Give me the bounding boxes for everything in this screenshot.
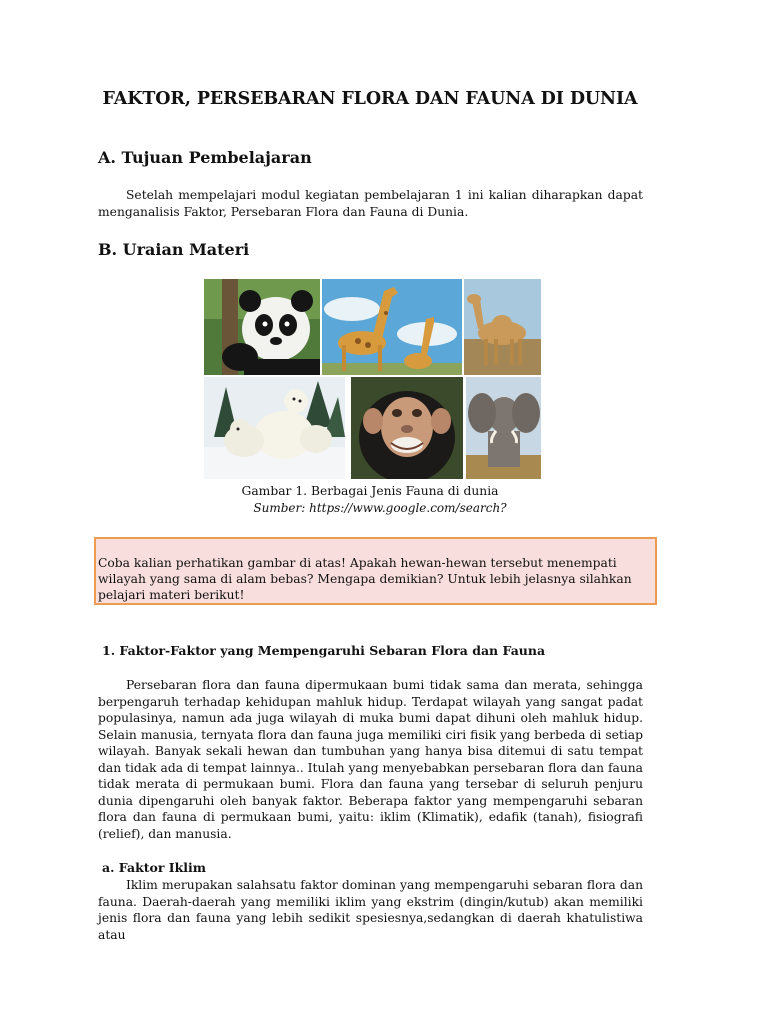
callout-box bbox=[94, 537, 657, 605]
subsection-1-paragraph: Persebaran flora dan fauna dipermukaan bumi tidak sama dan merata, sehingga berpengaruh terhadap kehidupan mahluk hidup. Terdapat wilayah yang sangat padat populasinya, namun ada juga wilayah di muka bumi dapat dihuni oleh mahluk hidup. Selain manusia, ternyata flora dan fauna juga memiliki ciri fisik yang berbeda di setiap wilayah. Banyak sekali hewan dan tumbuhan yang hanya bisa ditemui di satu tempat dan tidak ada di tempat lainnya.. Itulah yang menyebabkan persebaran flora dan fauna tidak merata di permukaan bumi. Flora dan fauna yang tersebar di seluruh penjuru dunia dipengaruhi oleh banyak faktor. Beberapa faktor yang mempengaruhi sebaran flora dan fauna di permukaan bumi, yaitu: iklim (Klimatik), edafik (tanah), fisiografi (relief), dan manusia. bbox=[98, 678, 643, 841]
section-b-heading: B. Uraian Materi bbox=[98, 240, 250, 259]
subsection-a-heading: a. Faktor Iklim bbox=[102, 860, 207, 875]
document-title: FAKTOR, PERSEBARAN FLORA DAN FAUNA DI DUNIA bbox=[102, 89, 638, 109]
camel-photo bbox=[464, 279, 541, 375]
subsection-1-heading: 1. Faktor-Faktor yang Mempengaruhi Sebaran Flora dan Fauna bbox=[102, 643, 546, 658]
section-a-paragraph: Setelah mempelajari modul kegiatan pembelajaran 1 ini kalian diharapkan dapat menganalisis Faktor, Persebaran Flora dan Fauna di Dunia. bbox=[98, 188, 643, 219]
figure-source: Sumber: https://www.google.com/search? bbox=[253, 501, 507, 515]
giraffes-photo bbox=[322, 279, 462, 375]
figure-caption: Gambar 1. Berbagai Jenis Fauna di dunia bbox=[241, 484, 499, 498]
panda-photo bbox=[204, 279, 320, 375]
callout-text: Coba kalian perhatikan gambar di atas! Apakah hewan-hewan tersebut menempati wilayah yang sama di alam bebas? Mengapa demikian? Untuk lebih jelasnya silahkan pelajari materi berikut! bbox=[98, 556, 632, 603]
fauna-photo-collage bbox=[204, 279, 541, 479]
elephant-photo bbox=[466, 377, 541, 479]
subsection-a-paragraph: Iklim merupakan salahsatu faktor dominan yang mempengaruhi sebaran flora dan fauna. Daerah-daerah yang memiliki iklim yang ekstrim (dingin/kutub) akan memiliki jenis flora dan fauna yang lebih sedikit spesiesnya,sedangkan di daerah khatulistiwa atau bbox=[98, 878, 643, 942]
chimpanzee-photo bbox=[351, 377, 463, 479]
section-a-heading: A. Tujuan Pembelajaran bbox=[98, 148, 312, 167]
polar-bears-photo bbox=[204, 377, 345, 479]
